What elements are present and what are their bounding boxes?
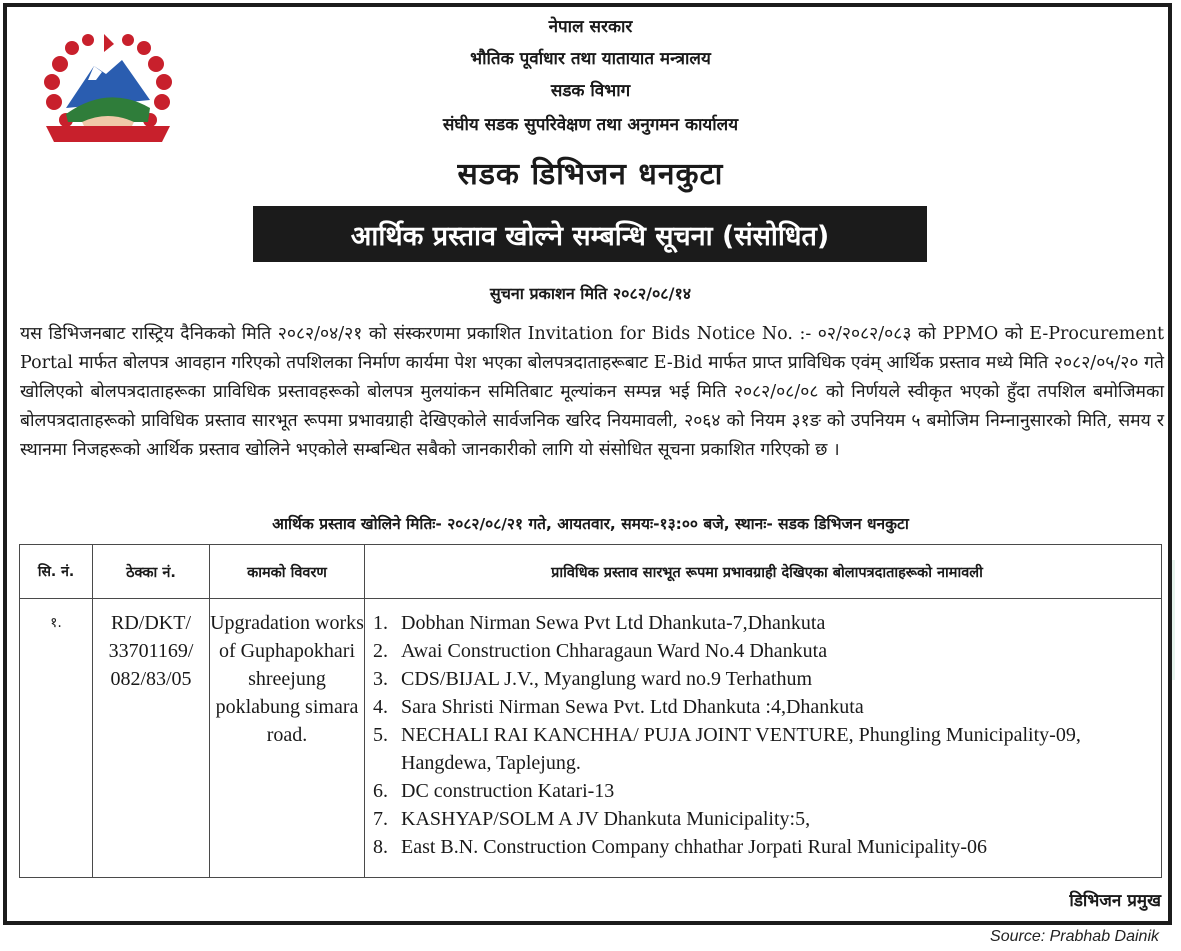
opening-info: आर्थिक प्रस्ताव खोलिने मितिः- २०८२/०८/२१ गते, आयतवार, समयः-१३:०० बजे, स्थानः- सडक डिभिजन धनकुटा	[272, 515, 909, 533]
list-item	[373, 833, 1161, 861]
cell-bidders	[365, 599, 1162, 878]
bidder-number: 2.	[373, 640, 388, 662]
publication-date: सुचना प्रकाशन मिति २०८२/०८/१४	[489, 284, 692, 303]
bidders-table	[19, 544, 1162, 878]
header-work-description: कामको विवरण	[210, 545, 365, 599]
list-item	[373, 665, 1161, 693]
list-item	[373, 805, 1161, 833]
cell-work-description: Upgradation works of Guphapokhari shreejung poklabung simara road.	[210, 599, 365, 878]
bidder-number: 1.	[373, 612, 388, 634]
header-department: सडक विभाग	[550, 81, 631, 101]
header-bidders-list: प्राविधिक प्रस्ताव सारभूत रूपमा प्रभावग्राही देखिएका बोलापत्रदाताहरूको नामावली	[365, 545, 1162, 599]
bidder-name: Sara Shristi Nirman Sewa Pvt. Ltd Dhankuta :4,Dhankuta	[401, 696, 864, 718]
bidder-number: 5.	[373, 724, 388, 746]
header-ministry: भौतिक पूर्वाधार तथा यातायात मन्त्रालय	[470, 49, 711, 69]
bidder-name: CDS/BIJAL J.V., Myanglung ward no.9 Terhathum	[401, 668, 812, 690]
list-item	[373, 609, 1161, 637]
source-credit: Source: Prabhab Dainik	[990, 928, 1159, 945]
bidder-name: Dobhan Nirman Sewa Pvt Ltd Dhankuta-7,Dhankuta	[401, 612, 826, 634]
bidder-name: East B.N. Construction Company chhathar Jorpati Rural Municipality-06	[401, 836, 988, 858]
list-item	[373, 637, 1161, 665]
header-contract-no: ठेक्का नं.	[93, 545, 210, 599]
header-serial-no: सि. नं.	[20, 545, 93, 599]
cell-contract-no: RD/DKT/ 33701169/ 082/83/05	[93, 599, 210, 878]
bidder-number: 4.	[373, 696, 388, 718]
table-header-row	[20, 545, 1162, 599]
list-item	[373, 721, 1161, 777]
header-division: सडक डिभिजन धनकुटा	[457, 157, 724, 192]
bidder-name: DC construction Katari-13	[401, 780, 615, 802]
bidder-number: 6.	[373, 780, 388, 802]
bidder-number: 7.	[373, 808, 388, 830]
header-office: संघीय सडक सुपरिवेक्षण तथा अनुगमन कार्यालय	[442, 115, 739, 135]
table-row	[20, 599, 1162, 878]
bidder-number: 3.	[373, 668, 388, 690]
notice-body: यस डिभिजनबाट रास्ट्रिय दैनिकको मिति २०८२/०४/२१ को संस्करणमा प्रकाशित Invitation for Bids Notice No. :- ०२/२०८२/०८३ को PPMO को E-Procurement Portal मार्फत बोलपत्र आवहान गरिएको तपशिलका निर्माण कार्यमा पेश भएका बोलपत्रदाताहरूबाट E-Bid मार्फत प्राप्त प्राविधिक एवंम् आर्थिक प्रस्ताव मध्ये मिति २०८२/०५/२० गते खोलिएको बोलपत्रदाताहरूका प्राविधिक प्रस्तावहरूको बोलपत्र मुलयांकन समितिबाट मूल्यांकन सम्पन्न भई मिति २०८२/०८/०८ को निर्णयले स्वीकृत भएको हुँदा तपशिल बमोजिमका बोलपत्रदाताहरूको प्राविधिक प्रस्ताव सारभूत रूपमा प्रभावग्राही देखिएकोले सार्वजनिक खरिद नियमावली, २०६४ को नियम ३१ङ को उपनियम ५ बमोजिम निम्नानुसारको मिति, समय र स्थानमा निजहरूको आर्थिक प्रस्ताव खोलिने भएकोले सम्बन्धित सबैको जानकारीको लागि यो संसोधित सूचना प्रकाशित गरिएको छ ।	[20, 324, 1164, 460]
cell-serial-no: १.	[20, 599, 93, 878]
list-item	[373, 777, 1161, 805]
notice-title	[253, 206, 927, 262]
bidder-name: Awai Construction Chharagaun Ward No.4 Dhankuta	[401, 640, 828, 662]
header-government: नेपाल सरकार	[548, 17, 633, 37]
list-item	[373, 693, 1161, 721]
signatory: डिभिजन प्रमुख	[1069, 891, 1161, 911]
bidder-list	[373, 609, 1161, 861]
bidder-name: NECHALI RAI KANCHHA/ PUJA JOINT VENTURE, Phungling Municipality-09, Hangdewa, Taplejung.	[401, 724, 1081, 774]
bidder-number: 8.	[373, 836, 388, 858]
bidder-name: KASHYAP/SOLM A JV Dhankuta Municipality:5,	[401, 808, 811, 830]
notice-title-text: आर्थिक प्रस्ताव खोल्ने सम्बन्धि सूचना (संसोधित)	[350, 220, 830, 252]
